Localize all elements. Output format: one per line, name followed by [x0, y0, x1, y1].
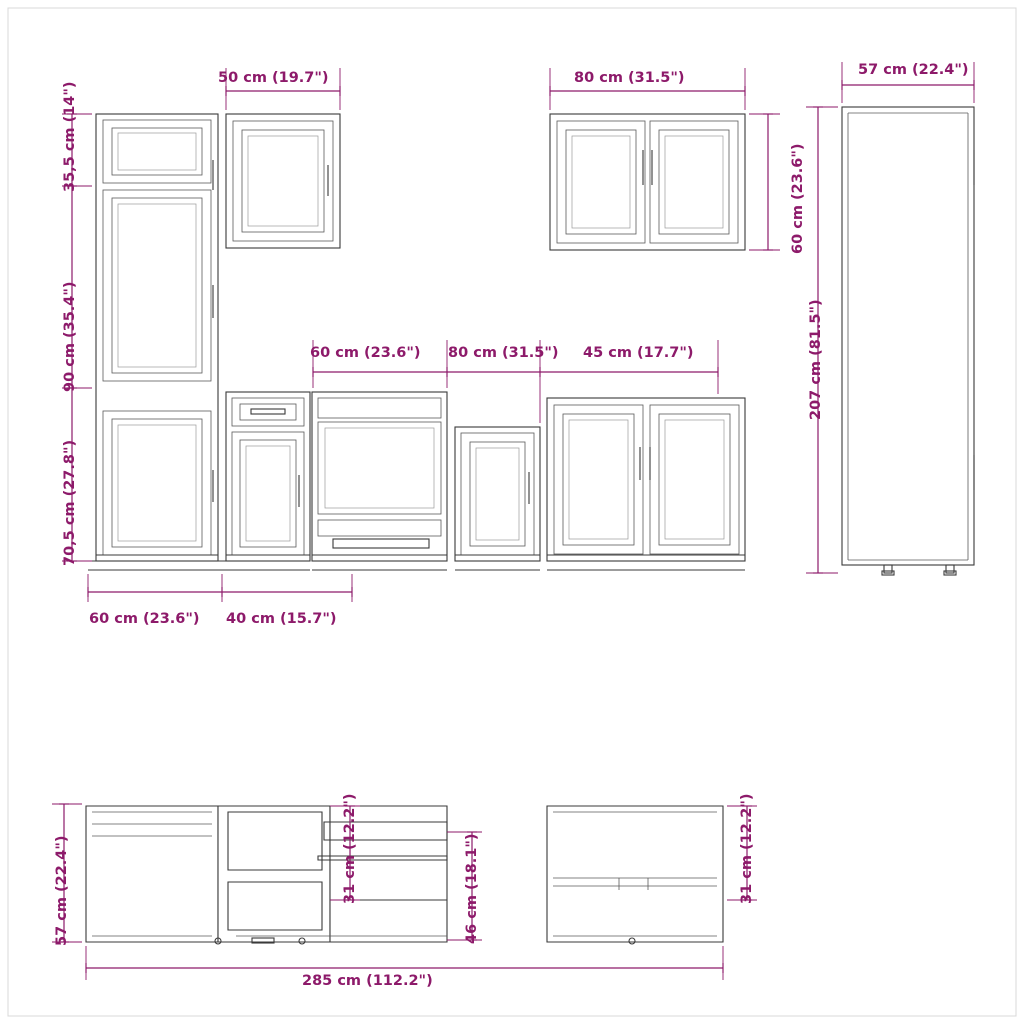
dim-depth-57: 57 cm (22.4") — [858, 62, 969, 78]
wall-cabinet-80-front — [550, 114, 745, 250]
dim-persp-total-width: 285 cm (112.2") — [302, 973, 433, 989]
dim-persp-height-31a: 31 cm (12.2") — [342, 793, 358, 904]
base-cabinet-40-front — [226, 392, 310, 570]
dim-base-width-60: 60 cm (23.6") — [310, 345, 421, 361]
dim-persp-depth-57: 57 cm (22.4") — [54, 835, 70, 946]
dim-height-207: 207 cm (81.5") — [808, 299, 824, 420]
dim-wall-cabinet-width-80: 80 cm (31.5") — [574, 70, 685, 86]
base-cabinet-80-front — [547, 398, 745, 570]
dim-base-width-45: 45 cm (17.7") — [583, 345, 694, 361]
tall-cabinet-side-view — [842, 107, 974, 575]
dim-narrow-width-40: 40 cm (15.7") — [226, 611, 337, 627]
base-cabinet-45-front — [455, 427, 540, 570]
perspective-view — [86, 806, 723, 944]
wall-cabinet-50-front — [226, 114, 340, 248]
dim-persp-height-46: 46 cm (18.1") — [464, 833, 480, 944]
dim-base-height: 70,5 cm (27.8") — [62, 439, 78, 566]
dim-tall-width-60: 60 cm (23.6") — [89, 611, 200, 627]
dim-base-width-80: 80 cm (31.5") — [448, 345, 559, 361]
dim-wall-cabinet-width-50: 50 cm (19.7") — [218, 70, 329, 86]
dim-tall-upper-height: 35,5 cm (14") — [62, 81, 78, 192]
dim-tall-mid-height: 90 cm (35.4") — [62, 281, 78, 392]
appliance-80-front — [312, 392, 447, 570]
dim-persp-height-31b: 31 cm (12.2") — [739, 793, 755, 904]
dim-wall-cabinet-height-60: 60 cm (23.6") — [790, 143, 806, 254]
tall-cabinet-front — [88, 114, 226, 570]
